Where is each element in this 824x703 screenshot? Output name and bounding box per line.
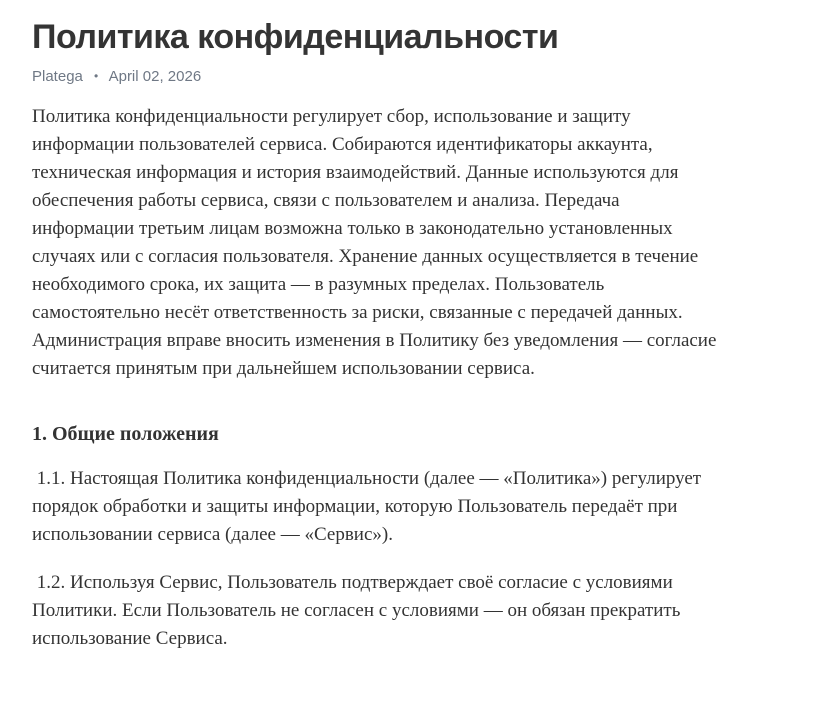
byline-separator: • bbox=[94, 69, 99, 83]
byline bbox=[32, 66, 724, 87]
publish-date: April 02, 2026 bbox=[108, 68, 202, 85]
section-paragraph-1-2: 1.2. Используя Сервис, Пользователь подтверждает своё согласие с условиями Политики. Если Пользователь не согласен с условиями — он обязан прекратить использование Сервиса. bbox=[32, 572, 686, 649]
article-body bbox=[32, 103, 724, 653]
author-link[interactable]: Platega bbox=[32, 68, 83, 85]
intro-paragraph: Политика конфиденциальности регулирует сбор, использование и защиту информации пользователей сервиса. Собираются идентификаторы аккаунта, техническая информация и история взаимодействий. Данные используются для обеспечения работы сервиса, связи с пользователем и анализа. Передача информации третьим лицам возможна только в законодательно установленных случаях или с согласия пользователя. Хранение данных осуществляется в течение необходимого срока, их защита — в разумных пределах. Пользователь самостоятельно несёт ответственность за риски, связанные с передачей данных. Администрация вправе вносить изменения в Политику без уведомления — согласие считается принятым при дальнейшем использовании сервиса. bbox=[32, 106, 722, 379]
article-title: Политика конфиденциальности bbox=[32, 18, 559, 56]
section-paragraph-1-1: 1.1. Настоящая Политика конфиденциальности (далее — «Политика») регулирует порядок обработки и защиты информации, которую Пользователь передаёт при использовании сервиса (далее — «Сервис»). bbox=[32, 468, 706, 545]
section-heading: 1. Общие положения bbox=[32, 423, 219, 445]
article bbox=[32, 16, 724, 653]
